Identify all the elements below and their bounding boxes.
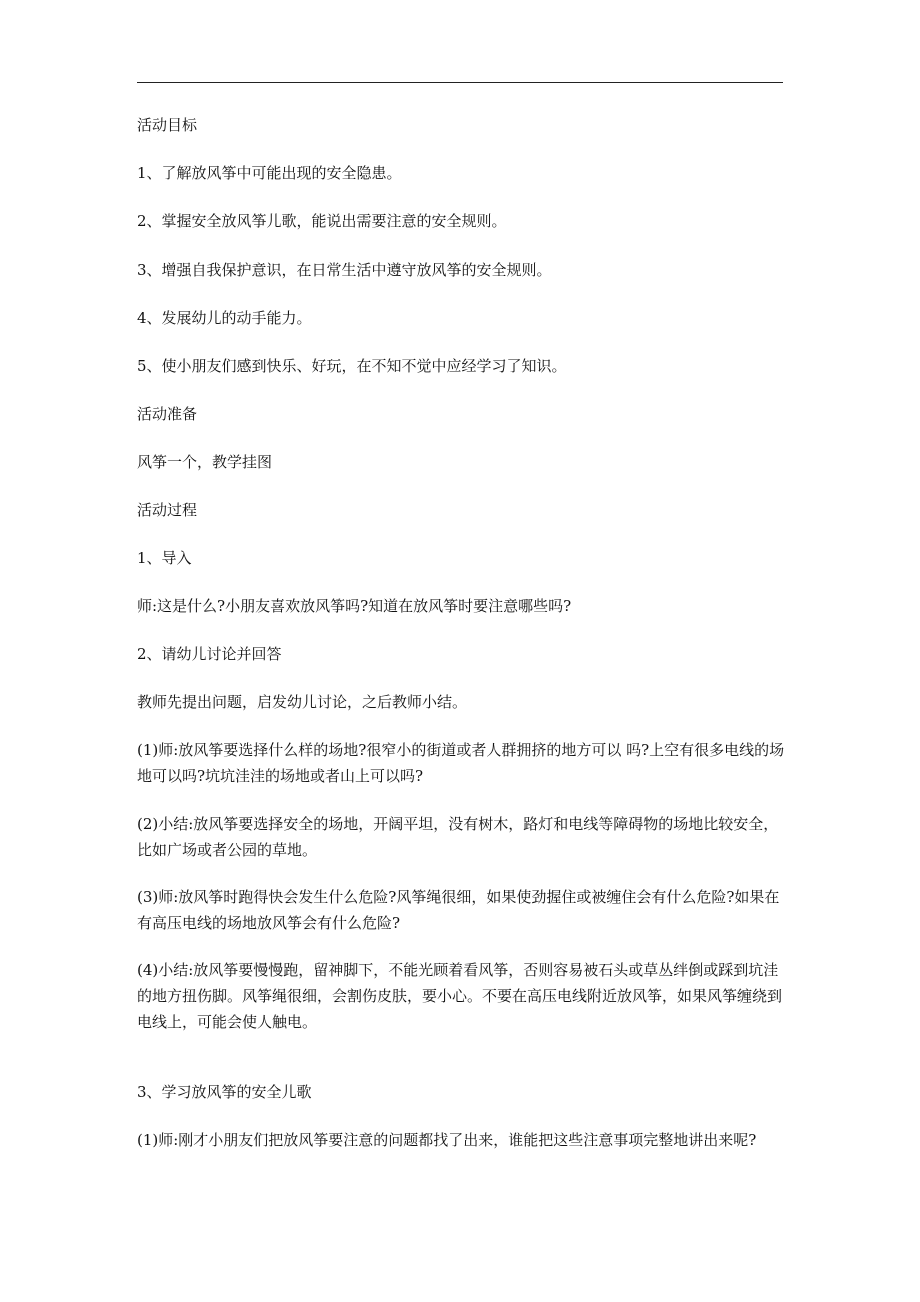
- section-heading-process: 活动过程: [137, 501, 198, 519]
- process-step-3: 3、学习放风筝的安全儿歌: [137, 1083, 312, 1101]
- goal-item-5: 5、使小朋友们感到快乐、好玩，在不知不觉中应经学习了知识。: [137, 357, 567, 375]
- process-step-2: 2、请幼儿讨论并回答: [137, 645, 282, 663]
- goal-item-3: 3、增强自我保护意识，在日常生活中遵守放风筝的安全规则。: [137, 261, 552, 279]
- goal-item-1: 1、了解放风筝中可能出现的安全隐患。: [137, 164, 402, 182]
- section-heading-preparation: 活动准备: [137, 405, 198, 423]
- header-rule: [137, 82, 783, 83]
- discussion-item-3: (3)师:放风筝时跑得快会发生什么危险?风筝绳很细，如果使劲握住或被缠住会有什么危险?如果在有高压电线的场地放风筝会有什么危险?: [137, 888, 780, 932]
- process-step-1: 1、导入: [137, 549, 192, 567]
- goal-item-4: 4、发展幼儿的动手能力。: [137, 309, 312, 327]
- discussion-item-4: (4)小结:放风筝要慢慢跑，留神脚下，不能光顾着看风筝，否则容易被石头或草丛绊倒或踩到坑洼的地方扭伤脚。风筝绳很细，会割伤皮肤，要小心。不要在高压电线附近放风筝，如果风筝缠绕到电线上，可能会使人触电。: [137, 961, 783, 1031]
- song-item-1: (1)师:刚才小朋友们把放风筝要注意的问题都找了出来，谁能把这些注意事项完整地讲出来呢?: [137, 1131, 757, 1149]
- section-heading-goals: 活动目标: [137, 116, 198, 134]
- discussion-intro: 教师先提出问题，启发幼儿讨论，之后教师小结。: [137, 693, 468, 711]
- goal-item-2: 2、掌握安全放风筝儿歌，能说出需要注意的安全规则。: [137, 212, 507, 230]
- teacher-question: 师:这是什么?小朋友喜欢放风筝吗?知道在放风筝时要注意哪些吗?: [137, 597, 572, 615]
- discussion-item-2: (2)小结:放风筝要选择安全的场地，开阔平坦，没有树木，路灯和电线等障碍物的场地比较安全，比如广场或者公园的草地。: [137, 815, 779, 859]
- preparation-text: 风筝一个，教学挂图: [137, 453, 273, 471]
- discussion-item-1: (1)师:放风筝要选择什么样的场地?很窄小的街道或者人群拥挤的地方可以 吗?上空有很多电线的场地可以吗?坑坑洼洼的场地或者山上可以吗?: [137, 741, 785, 785]
